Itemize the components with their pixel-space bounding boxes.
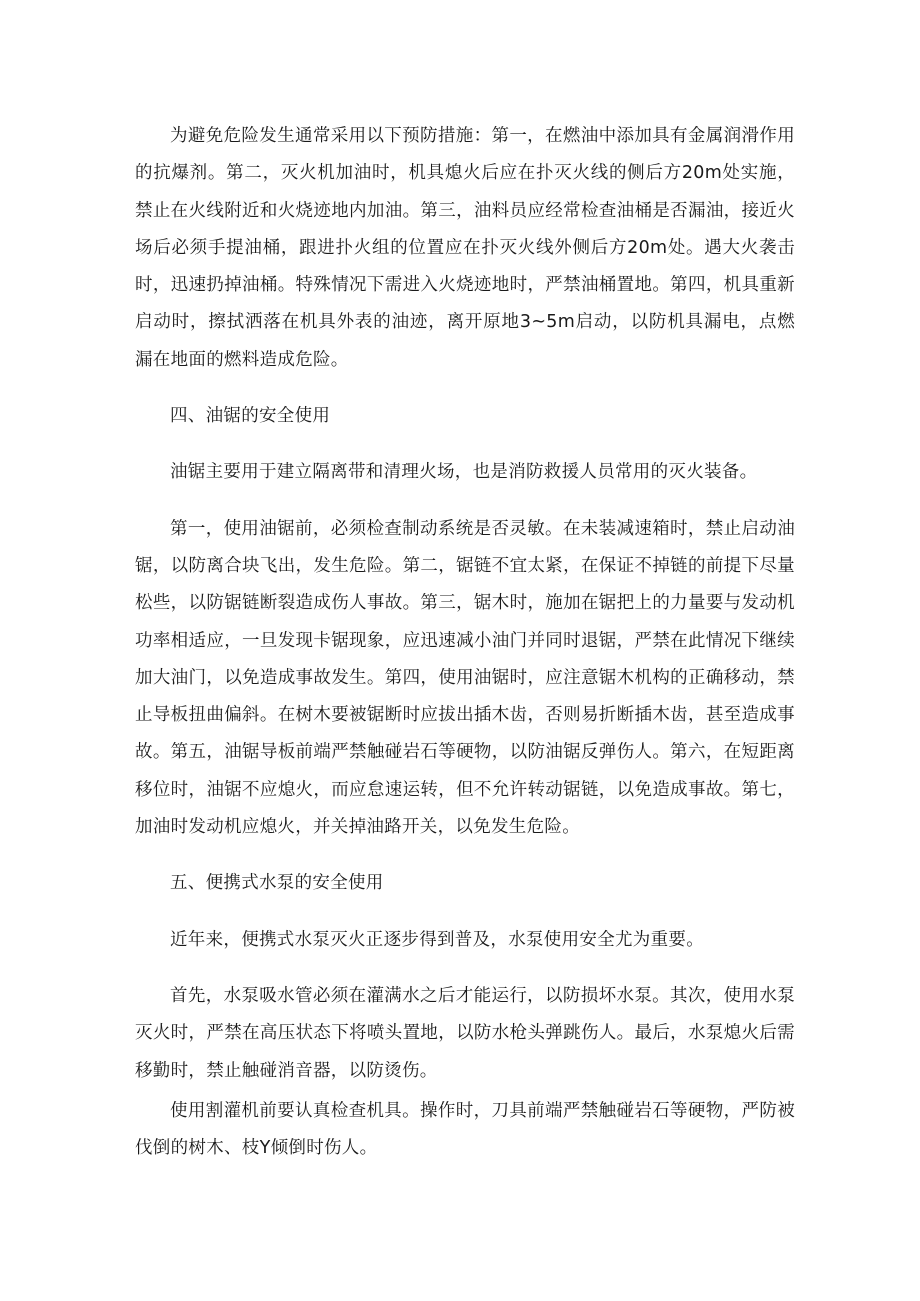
paragraph-fuel-safety: 为避免危险发生通常采用以下预防措施：第一，在燃油中添加具有金属润滑作用的抗爆剂。第二，灭火机加油时，机具熄火后应在扑灭火线的侧后方20m处实施，禁止在火线附近和火烧迹地内加油。第三，油料员应经常检查油桶是否漏油，接近火场后必须手提油桶，跟进扑火组的位置应在扑灭火线外侧后方20m处。遇大火袭击时，迅速扔掉油桶。特殊情况下需进入火烧迹地时，严禁油桶置地。第四，机具重新启动时，擦拭洒落在机具外表的油迹，离开原地3~5m启动，以防机具漏电，点燃漏在地面的燃料造成危险。 <box>135 126 795 370</box>
paragraph-water-pump-rules: 首先，水泵吸水管必须在灌满水之后才能运行，以防损坏水泵。其次，使用水泵灭火时，严禁在高压状态下将喷头置地，以防水枪头弹跳伤人。最后，水泵熄火后需移勤时，禁止触碰消音器，以防烫伤。 <box>135 985 795 1081</box>
section-heading-chainsaw: 四、油锯的安全使用 <box>170 406 331 427</box>
section-heading-water-pump: 五、便携式水泵的安全使用 <box>170 873 384 894</box>
paragraph-water-pump-intro: 近年来，便携式水泵灭火正逐步得到普及，水泵使用安全尤为重要。 <box>170 929 704 950</box>
paragraph-chainsaw-rules: 第一，使用油锯前，必须检查制动系统是否灵敏。在未装减速箱时，禁止启动油锯，以防离合块飞出，发生危险。第二，锯链不宜太紧，在保证不掉链的前提下尽量松些，以防锯链断裂造成伤人事故。第三，锯木时，施加在锯把上的力量要与发动机功率相适应，一旦发现卡锯现象，应迅速减小油门并同时退锯，严禁在此情况下继续加大油门，以免造成事故发生。第四，使用油锯时，应注意锯木机构的正确移动，禁止导板扭曲偏斜。在树木要被锯断时应拔出插木齿，否则易折断插木齿，甚至造成事故。第五，油锯导板前端严禁触碰岩石等硬物，以防油锯反弹伤人。第六，在短距离移位时，油锯不应熄火，而应怠速运转，但不允许转动锯链，以免造成事故。第七，加油时发动机应熄火，并关掉油路开关，以免发生危险。 <box>135 518 795 838</box>
document-body <box>135 118 795 1167</box>
paragraph-brush-cutter: 使用割灌机前要认真检查机具。操作时，刀具前端严禁触碰岩石等硬物，严防被伐倒的树木、枝Y倾倒时伤人。 <box>135 1100 795 1159</box>
paragraph-chainsaw-intro: 油锯主要用于建立隔离带和清理火场，也是消防救援人员常用的灭火装备。 <box>170 462 758 483</box>
